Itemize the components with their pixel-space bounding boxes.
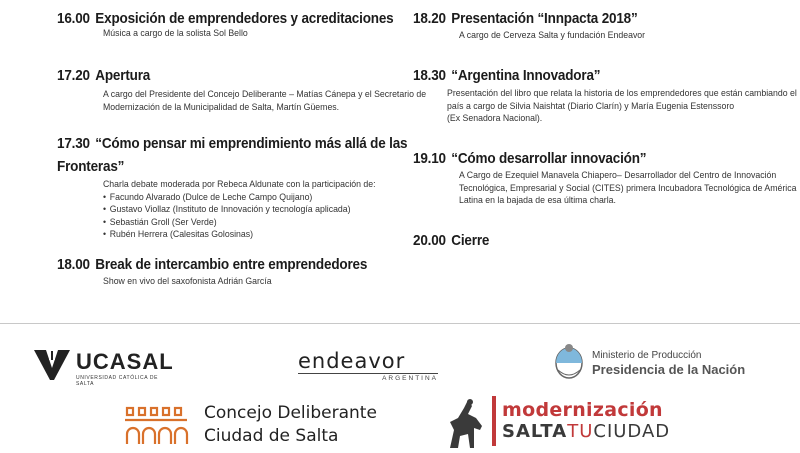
event-desc-line: Latina en la bajada de esa última charla. [459,195,616,206]
modernizacion-bar [492,396,496,446]
event-name: Break de intercambio entre emprendedores [95,256,368,273]
event-time: 18.20 [413,10,446,27]
event-name: “Cómo desarrollar innovación” [451,150,647,167]
event-title [413,66,786,85]
concejo-line1: Concejo Deliberante [204,403,377,423]
event-desc-line: Modernización de la Municipalidad de Salta, Martín Güemes. [103,101,340,113]
concejo-logo [124,402,404,448]
modernizacion-tu: TU [567,421,594,442]
event-name: Presentación “Innpacta 2018” [451,10,638,27]
event-name: Cierre [451,232,490,249]
ministerio-logo [552,342,782,382]
endeavor-name: endeavor [298,349,406,373]
gaucho-rider-icon [444,396,488,450]
participant-item: • Gustavo Viollaz (Instituto de Innovación y tecnología aplicada) [103,204,419,217]
event-title [57,66,414,85]
ucasal-name: UCASAL [76,349,174,374]
event-desc [459,170,796,208]
event-1830 [413,66,800,126]
event-title [413,9,638,28]
event-desc [103,179,419,242]
event-desc-line: (Ex Senadora Nacional). [447,113,543,124]
participant-item: • Rubén Herrera (Calesitas Golosinas) [103,229,419,242]
event-title [57,255,367,274]
event-name: Exposición de emprendedores y acreditaciones [95,10,394,27]
event-desc-line: A cargo del Presidente del Concejo Deliberante – Matías Cánepa y el Secretario de [103,89,427,100]
event-1730 [57,134,446,242]
event-time: 17.30 [57,135,90,152]
event-1720 [57,66,454,114]
event-time: 17.20 [57,67,90,84]
event-time: 20.00 [413,232,446,249]
participant-item: • Sebastián Groll (Ser Verde) [103,217,419,230]
concejo-arches-icon [124,404,190,446]
footer-divider [0,323,800,324]
event-name: “Cómo pensar mi emprendimiento más allá de las [95,135,408,152]
event-time: 19.10 [413,150,446,167]
participant-item: • Facundo Alvarado (Dulce de Leche Campo Quijano) [103,192,419,205]
event-time: 16.00 [57,10,90,27]
event-desc-line: A Cargo de Ezequiel Manavela Chiapero– Desarrollador del Centro de Innovación [459,170,777,181]
event-desc [103,28,405,41]
event-desc-line: Show en vivo del saxofonista Adrián García [103,276,272,287]
modernizacion-line1: modernización [502,399,663,421]
modernizacion-salta: SALTA [502,421,568,442]
event-title [57,9,393,28]
ministerio-line1: Ministerio de Producción [592,350,702,361]
ucasal-subtitle: UNIVERSIDAD CATÓLICA DE SALTA [76,375,159,387]
event-name: Apertura [95,67,151,84]
event-1820 [413,9,663,43]
participant-list [103,192,419,242]
ucasal-logo [32,346,174,387]
event-2000 [413,231,498,250]
event-desc [103,89,426,114]
modernizacion-ciudad: CIUDAD [593,421,671,442]
argentina-seal-icon [552,342,586,380]
modernizacion-line2 [502,421,670,443]
modernizacion-logo [444,396,714,450]
event-1600 [57,9,431,41]
event-desc-line: Charla debate moderada por Rebeca Aldunate con la participación de: [103,179,376,190]
event-name: “Argentina Innovadora” [451,67,601,84]
event-desc-line: país a cargo de Silvia Naishtat (Diario Clarín) y María Eugenia Estenssoro [447,100,735,112]
event-time: 18.00 [57,256,90,273]
event-desc-line: Tecnológica, Empresarial y Social (CITES) primera Incubadora Tecnológica de América [459,182,797,194]
endeavor-logo [298,350,438,382]
event-1910 [413,149,800,208]
event-title-cont: Fronteras” [57,158,125,175]
endeavor-country: ARGENTINA [298,373,438,382]
event-desc-line: A cargo de Cerveza Salta y fundación Endeavor [459,30,646,41]
event-title [413,231,489,250]
event-desc [103,276,378,289]
ministerio-line2: Presidencia de la Nación [592,362,746,377]
event-desc-line: Música a cargo de la solista Sol Bello [103,28,248,39]
concejo-line2: Ciudad de Salta [204,426,339,446]
event-title [57,134,407,153]
event-desc [447,88,797,126]
event-desc [459,30,646,43]
event-desc-line: Presentación del libro que relata la historia de los emprendedores que están cambiando el [447,88,797,99]
event-1800 [57,255,402,289]
event-title [413,149,785,168]
event-time: 18.30 [413,67,446,84]
ucasal-emblem-icon [32,346,72,382]
